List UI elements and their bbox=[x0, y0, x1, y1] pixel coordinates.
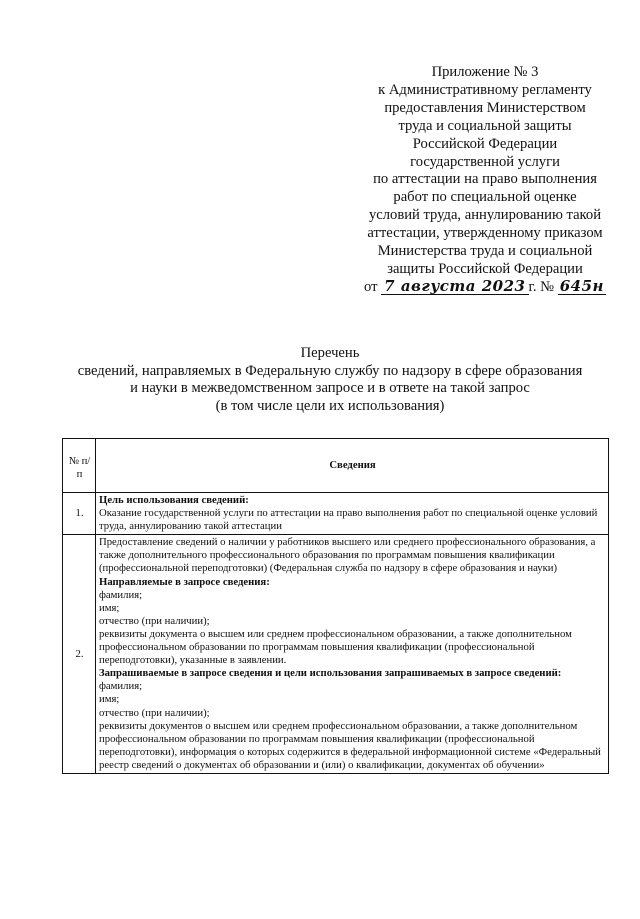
row-line: отчество (при наличии); bbox=[99, 706, 210, 719]
appendix-line: защиты Российской Федерации bbox=[387, 260, 583, 277]
appendix-line: предоставления Министерством bbox=[384, 99, 586, 116]
row-line: имя; bbox=[99, 693, 120, 706]
table-row bbox=[63, 535, 609, 774]
title-line: и науки в межведомственном запросе и в ответе на такой запрос bbox=[130, 380, 530, 396]
row-content bbox=[96, 493, 609, 535]
appendix-line: Российской Федерации bbox=[412, 135, 558, 152]
row-content bbox=[96, 535, 609, 774]
appendix-line: к Административному регламенту bbox=[378, 81, 592, 98]
title-line: Перечень bbox=[300, 345, 360, 361]
header-num: № п/п bbox=[63, 439, 96, 493]
date-prefix: от bbox=[364, 278, 378, 295]
appendix-line: Министерства труда и социальной bbox=[377, 243, 593, 260]
row-line: Цель использования сведений: bbox=[99, 494, 249, 506]
row-line: Оказание государственной услуги по аттестации на право выполнения работ по специальной оценке условий труда, аннулированию такой аттестации bbox=[99, 507, 598, 533]
row-number: 1. bbox=[63, 493, 96, 535]
appendix-line: условий труда, аннулированию такой bbox=[368, 207, 602, 224]
order-date-line bbox=[350, 276, 620, 297]
table-row bbox=[63, 493, 609, 535]
row-line: реквизиты документов о высшем или среднем профессиональном образовании, а также дополнительном профессиональном образовании по программам повышения квалификации (профессиональной переподготовки), информация о которых содержится в федеральной информационной системе «Федеральный реестр сведений о документах об образовании и (или) о квалификации, документах об обучении» bbox=[99, 719, 601, 771]
appendix-line: аттестации, утвержденному приказом bbox=[367, 225, 603, 242]
row-line: Запрашиваемые в запросе сведения и цели использования запрашиваемых в запросе сведений: bbox=[99, 667, 562, 680]
year-suffix: г. № bbox=[528, 278, 555, 295]
appendix-header bbox=[350, 64, 620, 297]
handwritten-date: 7 августа 2023 bbox=[381, 279, 528, 295]
row-line: фамилия; bbox=[99, 680, 143, 693]
appendix-line: труда и социальной защиты bbox=[398, 117, 572, 134]
row-line: имя; bbox=[99, 601, 120, 614]
row-number: 2. bbox=[63, 535, 96, 774]
appendix-line: государственной услуги bbox=[410, 153, 560, 170]
row-line: фамилия; bbox=[99, 588, 143, 601]
appendix-line: по аттестации на право выполнения bbox=[373, 171, 597, 188]
handwritten-order-number: 645н bbox=[559, 276, 604, 295]
title-line: сведений, направляемых в Федеральную службу по надзору в сфере образования bbox=[77, 362, 583, 379]
title-line: (в том числе цели их использования) bbox=[215, 397, 445, 414]
row-line: Предоставление сведений о наличии у работников высшего или среднего профессионального образования, а также дополнительного профессионального образования по программам повышения квалификации (профессиональной переподготовки) (Федеральная служба по надзору в сфере образования и науки) bbox=[99, 536, 596, 575]
appendix-line: Приложение № 3 bbox=[431, 64, 539, 80]
row-line: реквизиты документа о высшем или среднем профессиональном образовании, а также дополнительном профессиональном образовании по программам повышения квалификации (профессиональной переподготовки), указанные в заявлении. bbox=[99, 627, 572, 667]
row-line: Направляемые в запросе сведения: bbox=[99, 575, 270, 588]
table-header-row bbox=[63, 439, 609, 493]
appendix-line: работ по специальной оценке bbox=[393, 189, 577, 206]
header-info: Сведения bbox=[96, 439, 609, 493]
document-title bbox=[40, 345, 620, 415]
row-line: отчество (при наличии); bbox=[99, 614, 210, 627]
information-table bbox=[62, 438, 609, 774]
